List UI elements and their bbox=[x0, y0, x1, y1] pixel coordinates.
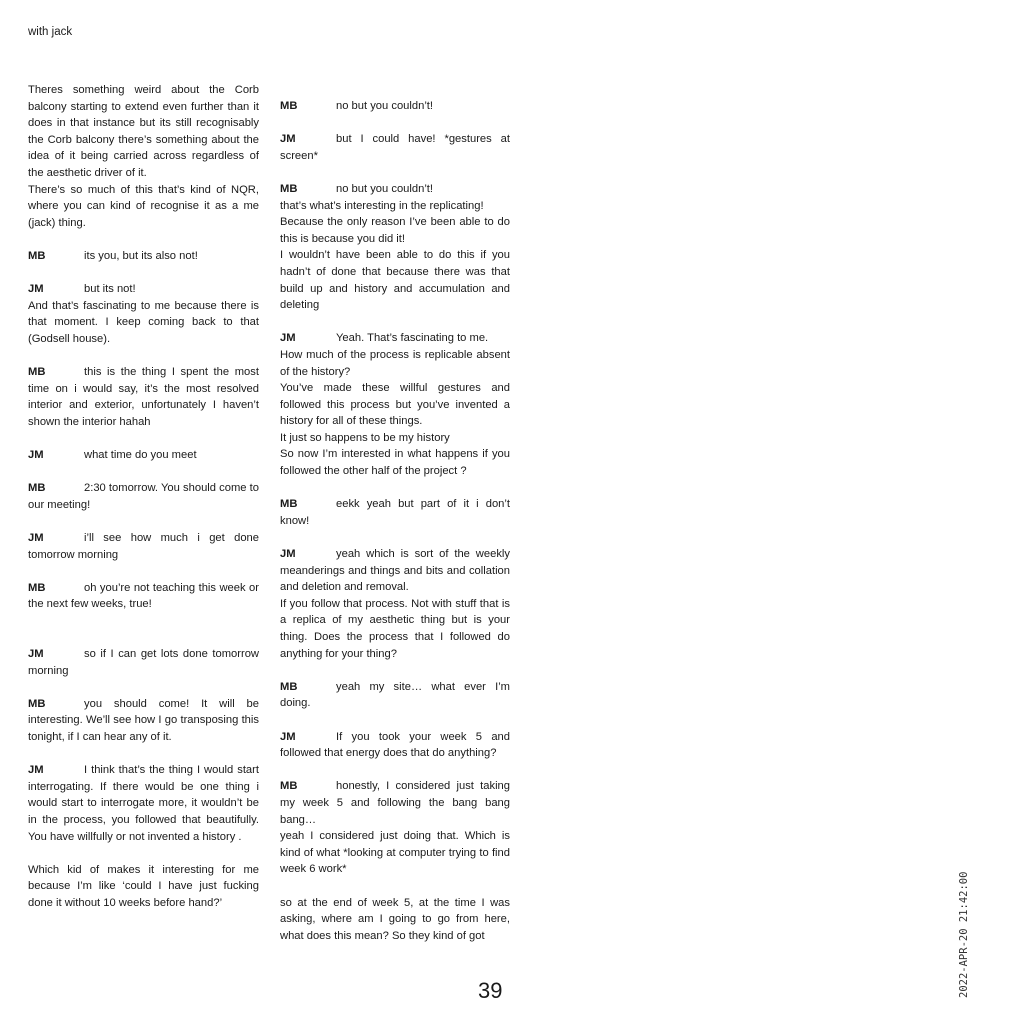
dialogue-line: JM yeah which is sort of the weekly meanderings and things and bits and collation and deletion and removal. bbox=[280, 548, 510, 594]
speaker-label: JM bbox=[280, 548, 296, 561]
dialogue-line: MB yeah my site… what ever I’m doing. bbox=[280, 680, 510, 710]
page-number: 39 bbox=[478, 978, 503, 1003]
paragraph: How much of the process is replicable absent of the history? bbox=[280, 348, 510, 378]
speaker-label: MB bbox=[280, 100, 298, 112]
dialogue-line: MB you should come! It will be interesting. We’ll see how I go transposing this tonight, if I can hear any of it. bbox=[28, 697, 259, 743]
paragraph: I wouldn’t have been able to do this if you hadn’t of done that because there was that build up and history and accumulation and deleting bbox=[280, 249, 510, 312]
dialogue-line: MB no but you couldn’t! bbox=[280, 181, 510, 198]
speaker-label: JM bbox=[280, 730, 296, 743]
speaker-label: JM bbox=[280, 332, 296, 345]
speaker-label: MB bbox=[28, 697, 46, 710]
speaker-label: MB bbox=[280, 498, 298, 511]
right-column bbox=[280, 98, 510, 944]
paragraph: Which kid of makes it interesting for me because I’m like ‘could I have just fucking done it without 10 weeks before hand?’ bbox=[28, 863, 259, 909]
dialogue-line: JM but its not! bbox=[28, 281, 259, 298]
dialogue-line: JM I think that’s the thing I would start interrogating. If there would be one thing i would start to interrogate more, it wouldn’t be in the process, you followed that beautifully. You have willfully or not invented a history . bbox=[28, 764, 259, 843]
speaker-label: MB bbox=[28, 482, 46, 495]
dialogue-line: MB no but you couldn’t! bbox=[280, 98, 510, 115]
speaker-label: JM bbox=[28, 283, 44, 296]
dialogue-line: JM what time do you meet bbox=[28, 447, 259, 464]
dialogue-line: JM but I could have! *gestures at screen* bbox=[280, 133, 510, 162]
dialogue-line: JM If you took your week 5 and followed that energy does that do anything? bbox=[280, 730, 510, 760]
speaker-label: JM bbox=[28, 532, 44, 545]
dialogue-line: MB honestly, I considered just taking my week 5 and following the bang bang bang… bbox=[280, 780, 510, 826]
paragraph: If you follow that process. Not with stuff that is a replica of my aesthetic thing but is your thing. Does the process that I followed do anything for your thing? bbox=[280, 597, 510, 660]
left-column bbox=[28, 82, 259, 912]
page-header: with jack bbox=[28, 26, 73, 38]
paragraph: You’ve made these willful gestures and followed this process but you’ve invented a history for all of these things. bbox=[280, 382, 510, 428]
speaker-label: MB bbox=[28, 366, 46, 379]
paragraph: yeah I considered just doing that. Which is kind of what *looking at computer trying to find week 6 work* bbox=[280, 830, 510, 876]
timestamp: 2022-APR-20 21:42:00 bbox=[958, 871, 970, 998]
speaker-label: JM bbox=[28, 648, 44, 660]
paragraph: Theres something weird about the Corb balcony starting to extend even further than it does in that instance but its still recognisably the Corb balcony there’s something about the idea of it being carried across regardless of the aesthetic driver of it. bbox=[28, 84, 259, 179]
dialogue-line: MB 2:30 tomorrow. You should come to our meeting! bbox=[28, 482, 259, 511]
paragraph: And that’s fascinating to me because there is that moment. I keep coming back to that (Godsell house). bbox=[28, 299, 259, 345]
speaker-label: JM bbox=[28, 764, 44, 777]
paragraph: that’s what’s interesting in the replicating! bbox=[280, 199, 484, 212]
paragraph: It just so happens to be my history bbox=[280, 431, 450, 444]
speaker-label: JM bbox=[28, 449, 44, 462]
dialogue-line: MB its you, but its also not! bbox=[28, 248, 259, 265]
speaker-label: MB bbox=[280, 182, 298, 195]
speaker-label: MB bbox=[28, 249, 46, 262]
dialogue-line: MB oh you’re not teaching this week or the next few weeks, true! bbox=[28, 581, 259, 611]
paragraph: There’s so much of this that’s kind of NQR, where you can kind of recognise it as a me (jack) thing. bbox=[28, 183, 259, 229]
dialogue-line: MB eekk yeah but part of it i don’t know! bbox=[280, 498, 510, 527]
speaker-label: MB bbox=[28, 581, 46, 594]
speaker-label: JM bbox=[280, 133, 296, 146]
dialogue-line: JM i’ll see how much i get done tomorrow morning bbox=[28, 532, 259, 561]
speaker-label: MB bbox=[280, 680, 298, 693]
paragraph: Because the only reason I’ve been able to do this is because you did it! bbox=[280, 216, 510, 245]
paragraph: so at the end of week 5, at the time I was asking, where am I going to go from here, what does this mean? So they kind of got bbox=[280, 896, 510, 942]
dialogue-line: JM so if I can get lots done tomorrow morning bbox=[28, 648, 259, 677]
paragraph: So now I’m interested in what happens if you followed the other half of the project ? bbox=[280, 448, 510, 478]
dialogue-line: JM Yeah. That’s fascinating to me. bbox=[280, 330, 510, 347]
speaker-label: MB bbox=[280, 780, 298, 793]
dialogue-line: MB this is the thing I spent the most time on i would say, it’s the most resolved interior and exterior, unfortunately I haven’t shown the interior hahah bbox=[28, 366, 259, 428]
